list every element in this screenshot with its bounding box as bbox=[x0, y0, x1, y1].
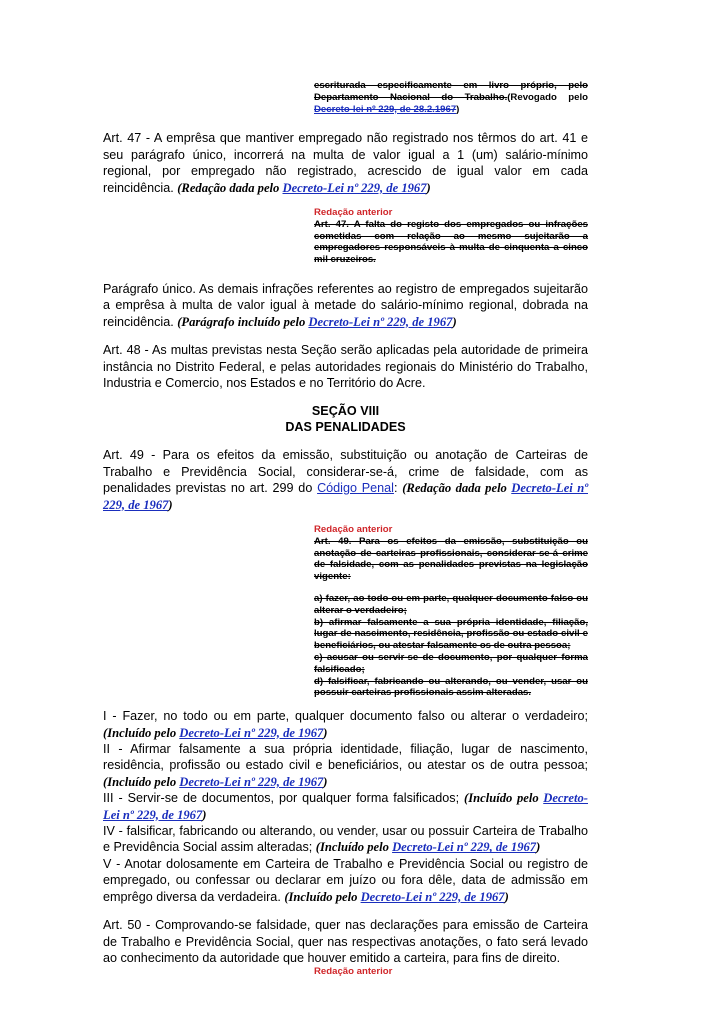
article-47 bbox=[103, 130, 588, 196]
article-49-previous-item: d) falsificar, fabricando ou alterando, ou vender, usar ou possuir carteiras profissionais assim alteradas. bbox=[314, 675, 588, 699]
item-note-prefix: (Incluído pelo bbox=[315, 840, 393, 855]
item-text: II - Afirmar falsamente a sua própria identidade, filiação, lugar de nascimento, residência, profissão ou estado civil e beneficiários, ou atestar os de outra pessoa; bbox=[103, 742, 588, 773]
item-note-suffix: ) bbox=[536, 840, 541, 855]
article-47-paragraph-text: Parágrafo único. As demais infrações referentes ao registro de empregados sujeitarão a emprêsa à multa de valor igual à metade do salário-mínimo regional, dobrada na reincidência. bbox=[103, 282, 588, 329]
article-50: Art. 50 - Comprovando-se falsidade, quer nas declarações para emissão de Carteira de Trabalho e Previdência Social, quer nas respectivas anotações, o fato será levado ao conhecimento da autoridade que houver emitido a carteira, para fins de direito. bbox=[103, 918, 588, 965]
article-47-paragraph-note-suffix: ) bbox=[452, 314, 457, 329]
item-text: I - Fazer, no todo ou em parte, qualquer documento falso ou alterar o verdadeiro; bbox=[103, 709, 588, 724]
item-note-suffix: ) bbox=[323, 774, 328, 789]
item-law-link[interactable]: Decreto-Lei nº 229, de 1967 bbox=[360, 889, 505, 904]
section-title: DAS PENALIDADES bbox=[285, 420, 406, 435]
previous-wording-label[interactable]: Redação anterior bbox=[314, 207, 393, 219]
item-note-prefix: (Incluído pelo bbox=[284, 889, 361, 904]
article-49-previous-item: c) acusar ou servir-se de documento, por qualquer forma falsificado; bbox=[314, 652, 588, 675]
item-note-suffix: ) bbox=[504, 889, 509, 904]
penal-code-link[interactable]: Código Penal bbox=[317, 481, 394, 496]
item-note-prefix: (Incluído pelo bbox=[464, 791, 544, 806]
article-49-previous-intro: Art. 49. Para os efeitos da emissão, substituição ou anotação de carteiras profissionais, considerar-se-á crime de falsidade, com as penalidades previstas na legislação vigente: bbox=[314, 535, 588, 583]
article-49-item-iv bbox=[103, 823, 588, 856]
article-47-law-link[interactable]: Decreto-Lei nº 229, de 1967 bbox=[282, 180, 427, 195]
revoked-law-link[interactable]: Decreto-lei nº 229, de 28.2.1967 bbox=[314, 103, 457, 115]
article-50-previous-box bbox=[314, 966, 588, 978]
item-law-link[interactable]: Decreto-Lei nº 229, de 1967 bbox=[179, 725, 324, 740]
revoked-text: escriturada especificamente em livro próprio, pelo Departamento Nacional do Trabalho. bbox=[314, 80, 588, 103]
article-47-paragraph bbox=[103, 281, 588, 330]
item-law-link[interactable]: Decreto-Lei nº 229, de 1967 bbox=[103, 791, 588, 822]
article-49-note-prefix: (Redação dada pelo bbox=[402, 481, 512, 496]
article-47-previous-box bbox=[314, 207, 588, 266]
article-47-paragraph-law-link[interactable]: Decreto-Lei nº 229, de 1967 bbox=[308, 314, 453, 329]
article-49-previous-box bbox=[314, 524, 588, 699]
article-49-item-ii bbox=[103, 741, 588, 790]
article-49-previous-item: a) fazer, ao todo ou em parte, qualquer documento falso ou alterar o verdadeiro; bbox=[314, 593, 588, 616]
article-47-note-suffix: ) bbox=[426, 180, 431, 195]
article-47-previous-text: Art. 47. A falta do registo dos empregados ou infrações cometidas com relação ao mesmo sujeitarão a empregadores responsáveis à multa de cinquenta a cinco mil cruzeiros. bbox=[314, 218, 588, 266]
article-49-item-v bbox=[103, 856, 588, 905]
item-law-link[interactable]: Decreto-Lei nº 229, de 1967 bbox=[179, 774, 324, 789]
revoked-note-suffix: ) bbox=[456, 103, 460, 115]
article-49-previous-item: b) afirmar falsamente a sua própria identidade, filiação, lugar de nascimento, residência, profissão ou estado civil e beneficiários, ou atestar falsamente os de outra pessoa; bbox=[314, 616, 588, 652]
item-law-link[interactable]: Decreto-Lei nº 229, de 1967 bbox=[392, 840, 537, 855]
section-number: SEÇÃO VIII bbox=[311, 404, 380, 419]
article-48: Art. 48 - As multas previstas nesta Seção serão aplicadas pela autoridade de primeira instância no Distrito Federal, e pelas autoridades regionais do Ministério do Trabalho, Industria e Comercio, nos Estados e no Território do Acre. bbox=[103, 343, 588, 391]
article-49-item-iii bbox=[103, 790, 588, 823]
article-49-law-link[interactable]: Decreto-Lei nº 229, de 1967 bbox=[103, 481, 588, 512]
article-47-note-prefix: (Redação dada pelo bbox=[177, 180, 283, 195]
item-text: IV - falsificar, fabricando ou alterando, ou vender, usar ou possuir Carteira de Trabalho e Previdência Social assim alteradas; bbox=[103, 824, 588, 855]
previous-wording-label[interactable]: Redação anterior bbox=[314, 966, 393, 978]
item-note-prefix: (Incluído pelo bbox=[103, 725, 180, 740]
article-49-code-suffix: : bbox=[393, 481, 403, 496]
article-47-paragraph-note-prefix: (Parágrafo incluído pelo bbox=[177, 314, 309, 329]
revoked-note-prefix: (Revogado pelo bbox=[507, 91, 588, 103]
item-note-suffix: ) bbox=[323, 725, 328, 740]
article-49 bbox=[103, 447, 588, 513]
article-49-item-i bbox=[103, 708, 588, 741]
section-heading bbox=[103, 403, 588, 435]
item-text: III - Servir-se de documentos, por qualquer forma falsificados; bbox=[103, 791, 465, 806]
item-note-prefix: (Incluído pelo bbox=[103, 774, 180, 789]
article-47-text: Art. 47 - A emprêsa que mantiver empregado não registrado nos têrmos do art. 41 e seu parágrafo único, incorrerá na multa de valor igual a 1 (um) salário-mínimo regional, por empregado não registrado, acrescido de igual valor em cada reincidência. bbox=[103, 131, 588, 195]
article-49-note-suffix: ) bbox=[168, 497, 173, 512]
item-text: V - Anotar dolosamente em Carteira de Trabalho e Previdência Social ou registro de empregado, ou confessar ou declarar em juízo ou fora dêle, data de admissão em emprêgo diversa da verdadeira. bbox=[103, 856, 588, 904]
article-49-items bbox=[103, 708, 588, 905]
revoked-text-box bbox=[314, 80, 588, 115]
article-49-text: Art. 49 - Para os efeitos da emissão, substituição ou anotação de Carteiras de Trabalho e Previdência Social, considerar-se-á, crime de falsidade, com as penalidades previstas no art. 299 do bbox=[103, 448, 588, 496]
document-page bbox=[103, 80, 588, 978]
previous-wording-label[interactable]: Redação anterior bbox=[314, 524, 393, 536]
item-note-suffix: ) bbox=[202, 807, 207, 822]
